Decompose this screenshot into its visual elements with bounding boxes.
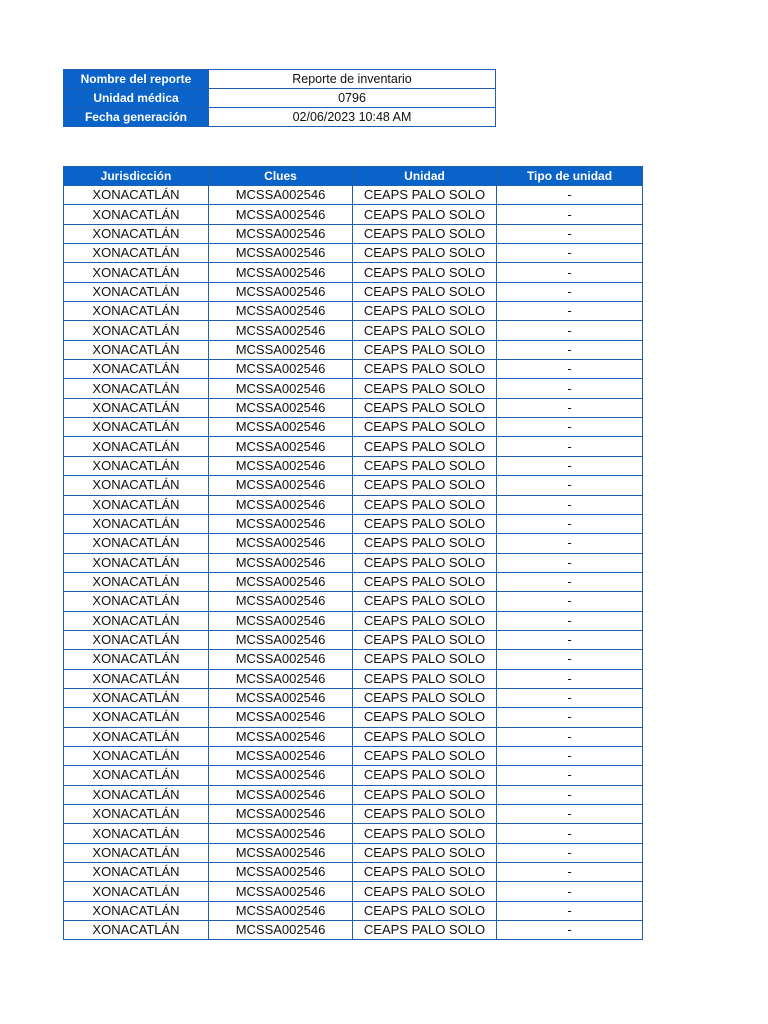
cell-clues: MCSSA002546 bbox=[209, 669, 353, 688]
cell-jurisdiccion: XONACATLÁN bbox=[64, 302, 209, 321]
inventory-table bbox=[63, 166, 643, 940]
cell-jurisdiccion: XONACATLÁN bbox=[64, 611, 209, 630]
cell-unidad: CEAPS PALO SOLO bbox=[353, 669, 497, 688]
cell-clues: MCSSA002546 bbox=[209, 418, 353, 437]
cell-unidad: CEAPS PALO SOLO bbox=[353, 476, 497, 495]
cell-jurisdiccion: XONACATLÁN bbox=[64, 514, 209, 533]
cell-unidad: CEAPS PALO SOLO bbox=[353, 863, 497, 882]
table-row bbox=[64, 360, 643, 379]
cell-clues: MCSSA002546 bbox=[209, 514, 353, 533]
table-row bbox=[64, 340, 643, 359]
report-name-label: Nombre del reporte bbox=[64, 70, 209, 89]
cell-clues: MCSSA002546 bbox=[209, 224, 353, 243]
header-tipo-de-unidad: Tipo de unidad bbox=[497, 167, 643, 186]
cell-clues: MCSSA002546 bbox=[209, 630, 353, 649]
cell-jurisdiccion: XONACATLÁN bbox=[64, 688, 209, 707]
table-row bbox=[64, 418, 643, 437]
table-row bbox=[64, 244, 643, 263]
cell-jurisdiccion: XONACATLÁN bbox=[64, 321, 209, 340]
cell-unidad: CEAPS PALO SOLO bbox=[353, 224, 497, 243]
table-row bbox=[64, 398, 643, 417]
cell-unidad: CEAPS PALO SOLO bbox=[353, 205, 497, 224]
cell-unidad: CEAPS PALO SOLO bbox=[353, 592, 497, 611]
cell-jurisdiccion: XONACATLÁN bbox=[64, 263, 209, 282]
cell-clues: MCSSA002546 bbox=[209, 708, 353, 727]
cell-jurisdiccion: XONACATLÁN bbox=[64, 456, 209, 475]
table-row bbox=[64, 456, 643, 475]
cell-tipo-de-unidad: - bbox=[497, 456, 643, 475]
cell-unidad: CEAPS PALO SOLO bbox=[353, 282, 497, 301]
table-row bbox=[64, 379, 643, 398]
cell-unidad: CEAPS PALO SOLO bbox=[353, 553, 497, 572]
cell-tipo-de-unidad: - bbox=[497, 572, 643, 591]
cell-jurisdiccion: XONACATLÁN bbox=[64, 746, 209, 765]
cell-tipo-de-unidad: - bbox=[497, 921, 643, 940]
cell-unidad: CEAPS PALO SOLO bbox=[353, 340, 497, 359]
cell-tipo-de-unidad: - bbox=[497, 843, 643, 862]
cell-jurisdiccion: XONACATLÁN bbox=[64, 360, 209, 379]
cell-unidad: CEAPS PALO SOLO bbox=[353, 263, 497, 282]
cell-tipo-de-unidad: - bbox=[497, 186, 643, 205]
cell-jurisdiccion: XONACATLÁN bbox=[64, 727, 209, 746]
table-row bbox=[64, 901, 643, 920]
cell-unidad: CEAPS PALO SOLO bbox=[353, 727, 497, 746]
cell-tipo-de-unidad: - bbox=[497, 244, 643, 263]
table-row bbox=[64, 572, 643, 591]
table-row bbox=[64, 785, 643, 804]
cell-unidad: CEAPS PALO SOLO bbox=[353, 572, 497, 591]
table-row bbox=[64, 708, 643, 727]
cell-tipo-de-unidad: - bbox=[497, 901, 643, 920]
cell-jurisdiccion: XONACATLÁN bbox=[64, 495, 209, 514]
cell-clues: MCSSA002546 bbox=[209, 495, 353, 514]
cell-tipo-de-unidad: - bbox=[497, 418, 643, 437]
table-row bbox=[64, 688, 643, 707]
table-row bbox=[64, 921, 643, 940]
cell-unidad: CEAPS PALO SOLO bbox=[353, 398, 497, 417]
cell-tipo-de-unidad: - bbox=[497, 224, 643, 243]
cell-tipo-de-unidad: - bbox=[497, 205, 643, 224]
cell-unidad: CEAPS PALO SOLO bbox=[353, 514, 497, 533]
table-row bbox=[64, 514, 643, 533]
cell-tipo-de-unidad: - bbox=[497, 263, 643, 282]
table-row bbox=[64, 437, 643, 456]
cell-clues: MCSSA002546 bbox=[209, 282, 353, 301]
cell-clues: MCSSA002546 bbox=[209, 244, 353, 263]
cell-clues: MCSSA002546 bbox=[209, 824, 353, 843]
cell-tipo-de-unidad: - bbox=[497, 437, 643, 456]
cell-tipo-de-unidad: - bbox=[497, 766, 643, 785]
cell-clues: MCSSA002546 bbox=[209, 534, 353, 553]
table-row bbox=[64, 824, 643, 843]
cell-clues: MCSSA002546 bbox=[209, 263, 353, 282]
cell-unidad: CEAPS PALO SOLO bbox=[353, 766, 497, 785]
cell-tipo-de-unidad: - bbox=[497, 630, 643, 649]
cell-jurisdiccion: XONACATLÁN bbox=[64, 418, 209, 437]
cell-tipo-de-unidad: - bbox=[497, 611, 643, 630]
cell-clues: MCSSA002546 bbox=[209, 321, 353, 340]
cell-jurisdiccion: XONACATLÁN bbox=[64, 630, 209, 649]
cell-tipo-de-unidad: - bbox=[497, 340, 643, 359]
cell-jurisdiccion: XONACATLÁN bbox=[64, 186, 209, 205]
table-row bbox=[64, 805, 643, 824]
cell-tipo-de-unidad: - bbox=[497, 882, 643, 901]
cell-jurisdiccion: XONACATLÁN bbox=[64, 379, 209, 398]
cell-unidad: CEAPS PALO SOLO bbox=[353, 534, 497, 553]
cell-unidad: CEAPS PALO SOLO bbox=[353, 688, 497, 707]
cell-tipo-de-unidad: - bbox=[497, 688, 643, 707]
cell-tipo-de-unidad: - bbox=[497, 785, 643, 804]
table-row bbox=[64, 282, 643, 301]
cell-unidad: CEAPS PALO SOLO bbox=[353, 456, 497, 475]
table-row bbox=[64, 553, 643, 572]
cell-tipo-de-unidad: - bbox=[497, 360, 643, 379]
table-row bbox=[64, 495, 643, 514]
cell-jurisdiccion: XONACATLÁN bbox=[64, 921, 209, 940]
cell-jurisdiccion: XONACATLÁN bbox=[64, 650, 209, 669]
cell-jurisdiccion: XONACATLÁN bbox=[64, 553, 209, 572]
cell-unidad: CEAPS PALO SOLO bbox=[353, 824, 497, 843]
table-row bbox=[64, 727, 643, 746]
cell-jurisdiccion: XONACATLÁN bbox=[64, 205, 209, 224]
cell-tipo-de-unidad: - bbox=[497, 321, 643, 340]
cell-tipo-de-unidad: - bbox=[497, 805, 643, 824]
cell-unidad: CEAPS PALO SOLO bbox=[353, 302, 497, 321]
table-row bbox=[64, 650, 643, 669]
header-unidad: Unidad bbox=[353, 167, 497, 186]
cell-clues: MCSSA002546 bbox=[209, 805, 353, 824]
cell-clues: MCSSA002546 bbox=[209, 863, 353, 882]
cell-jurisdiccion: XONACATLÁN bbox=[64, 901, 209, 920]
cell-clues: MCSSA002546 bbox=[209, 727, 353, 746]
cell-tipo-de-unidad: - bbox=[497, 282, 643, 301]
cell-clues: MCSSA002546 bbox=[209, 205, 353, 224]
table-row bbox=[64, 321, 643, 340]
cell-jurisdiccion: XONACATLÁN bbox=[64, 843, 209, 862]
cell-unidad: CEAPS PALO SOLO bbox=[353, 186, 497, 205]
table-row bbox=[64, 205, 643, 224]
cell-jurisdiccion: XONACATLÁN bbox=[64, 398, 209, 417]
cell-unidad: CEAPS PALO SOLO bbox=[353, 379, 497, 398]
table-header-row bbox=[64, 167, 643, 186]
cell-tipo-de-unidad: - bbox=[497, 302, 643, 321]
cell-jurisdiccion: XONACATLÁN bbox=[64, 592, 209, 611]
cell-jurisdiccion: XONACATLÁN bbox=[64, 824, 209, 843]
cell-tipo-de-unidad: - bbox=[497, 650, 643, 669]
cell-clues: MCSSA002546 bbox=[209, 921, 353, 940]
table-row bbox=[64, 186, 643, 205]
cell-jurisdiccion: XONACATLÁN bbox=[64, 805, 209, 824]
cell-unidad: CEAPS PALO SOLO bbox=[353, 418, 497, 437]
cell-jurisdiccion: XONACATLÁN bbox=[64, 669, 209, 688]
cell-clues: MCSSA002546 bbox=[209, 785, 353, 804]
table-row bbox=[64, 863, 643, 882]
cell-jurisdiccion: XONACATLÁN bbox=[64, 572, 209, 591]
cell-clues: MCSSA002546 bbox=[209, 611, 353, 630]
cell-clues: MCSSA002546 bbox=[209, 592, 353, 611]
cell-clues: MCSSA002546 bbox=[209, 186, 353, 205]
cell-unidad: CEAPS PALO SOLO bbox=[353, 746, 497, 765]
cell-clues: MCSSA002546 bbox=[209, 572, 353, 591]
cell-clues: MCSSA002546 bbox=[209, 688, 353, 707]
cell-tipo-de-unidad: - bbox=[497, 727, 643, 746]
cell-unidad: CEAPS PALO SOLO bbox=[353, 708, 497, 727]
table-row bbox=[64, 766, 643, 785]
report-info-row bbox=[64, 70, 496, 89]
cell-clues: MCSSA002546 bbox=[209, 901, 353, 920]
cell-jurisdiccion: XONACATLÁN bbox=[64, 785, 209, 804]
table-row bbox=[64, 882, 643, 901]
cell-jurisdiccion: XONACATLÁN bbox=[64, 534, 209, 553]
cell-jurisdiccion: XONACATLÁN bbox=[64, 863, 209, 882]
cell-clues: MCSSA002546 bbox=[209, 398, 353, 417]
cell-clues: MCSSA002546 bbox=[209, 302, 353, 321]
cell-jurisdiccion: XONACATLÁN bbox=[64, 766, 209, 785]
cell-jurisdiccion: XONACATLÁN bbox=[64, 282, 209, 301]
cell-clues: MCSSA002546 bbox=[209, 553, 353, 572]
cell-unidad: CEAPS PALO SOLO bbox=[353, 611, 497, 630]
cell-unidad: CEAPS PALO SOLO bbox=[353, 785, 497, 804]
cell-unidad: CEAPS PALO SOLO bbox=[353, 921, 497, 940]
cell-clues: MCSSA002546 bbox=[209, 746, 353, 765]
cell-tipo-de-unidad: - bbox=[497, 824, 643, 843]
cell-unidad: CEAPS PALO SOLO bbox=[353, 244, 497, 263]
cell-tipo-de-unidad: - bbox=[497, 534, 643, 553]
cell-clues: MCSSA002546 bbox=[209, 437, 353, 456]
cell-unidad: CEAPS PALO SOLO bbox=[353, 360, 497, 379]
cell-clues: MCSSA002546 bbox=[209, 360, 353, 379]
table-row bbox=[64, 592, 643, 611]
cell-jurisdiccion: XONACATLÁN bbox=[64, 437, 209, 456]
cell-unidad: CEAPS PALO SOLO bbox=[353, 843, 497, 862]
cell-jurisdiccion: XONACATLÁN bbox=[64, 244, 209, 263]
table-row bbox=[64, 263, 643, 282]
cell-unidad: CEAPS PALO SOLO bbox=[353, 630, 497, 649]
cell-tipo-de-unidad: - bbox=[497, 863, 643, 882]
cell-tipo-de-unidad: - bbox=[497, 379, 643, 398]
cell-jurisdiccion: XONACATLÁN bbox=[64, 476, 209, 495]
cell-unidad: CEAPS PALO SOLO bbox=[353, 805, 497, 824]
table-row bbox=[64, 746, 643, 765]
table-row bbox=[64, 302, 643, 321]
cell-clues: MCSSA002546 bbox=[209, 379, 353, 398]
medical-unit-label: Unidad médica bbox=[64, 89, 209, 108]
cell-tipo-de-unidad: - bbox=[497, 495, 643, 514]
table-row bbox=[64, 611, 643, 630]
generation-date-value: 02/06/2023 10:48 AM bbox=[209, 108, 496, 127]
cell-clues: MCSSA002546 bbox=[209, 456, 353, 475]
cell-clues: MCSSA002546 bbox=[209, 766, 353, 785]
cell-unidad: CEAPS PALO SOLO bbox=[353, 495, 497, 514]
table-row bbox=[64, 669, 643, 688]
header-clues: Clues bbox=[209, 167, 353, 186]
cell-tipo-de-unidad: - bbox=[497, 669, 643, 688]
cell-unidad: CEAPS PALO SOLO bbox=[353, 650, 497, 669]
report-name-value: Reporte de inventario bbox=[209, 70, 496, 89]
report-info-table bbox=[63, 69, 496, 127]
cell-tipo-de-unidad: - bbox=[497, 708, 643, 727]
table-row bbox=[64, 843, 643, 862]
cell-jurisdiccion: XONACATLÁN bbox=[64, 882, 209, 901]
cell-unidad: CEAPS PALO SOLO bbox=[353, 882, 497, 901]
cell-tipo-de-unidad: - bbox=[497, 746, 643, 765]
cell-clues: MCSSA002546 bbox=[209, 340, 353, 359]
cell-unidad: CEAPS PALO SOLO bbox=[353, 901, 497, 920]
cell-jurisdiccion: XONACATLÁN bbox=[64, 340, 209, 359]
medical-unit-value: 0796 bbox=[209, 89, 496, 108]
generation-date-label: Fecha generación bbox=[64, 108, 209, 127]
cell-tipo-de-unidad: - bbox=[497, 476, 643, 495]
table-row bbox=[64, 534, 643, 553]
header-jurisdiccion: Jurisdicción bbox=[64, 167, 209, 186]
cell-clues: MCSSA002546 bbox=[209, 476, 353, 495]
table-row bbox=[64, 224, 643, 243]
cell-unidad: CEAPS PALO SOLO bbox=[353, 321, 497, 340]
table-row bbox=[64, 630, 643, 649]
cell-clues: MCSSA002546 bbox=[209, 650, 353, 669]
report-info-row bbox=[64, 89, 496, 108]
cell-clues: MCSSA002546 bbox=[209, 882, 353, 901]
cell-jurisdiccion: XONACATLÁN bbox=[64, 708, 209, 727]
cell-tipo-de-unidad: - bbox=[497, 398, 643, 417]
cell-tipo-de-unidad: - bbox=[497, 553, 643, 572]
table-row bbox=[64, 476, 643, 495]
cell-clues: MCSSA002546 bbox=[209, 843, 353, 862]
cell-unidad: CEAPS PALO SOLO bbox=[353, 437, 497, 456]
cell-jurisdiccion: XONACATLÁN bbox=[64, 224, 209, 243]
cell-tipo-de-unidad: - bbox=[497, 514, 643, 533]
cell-tipo-de-unidad: - bbox=[497, 592, 643, 611]
report-info-row bbox=[64, 108, 496, 127]
table-body bbox=[64, 186, 643, 940]
